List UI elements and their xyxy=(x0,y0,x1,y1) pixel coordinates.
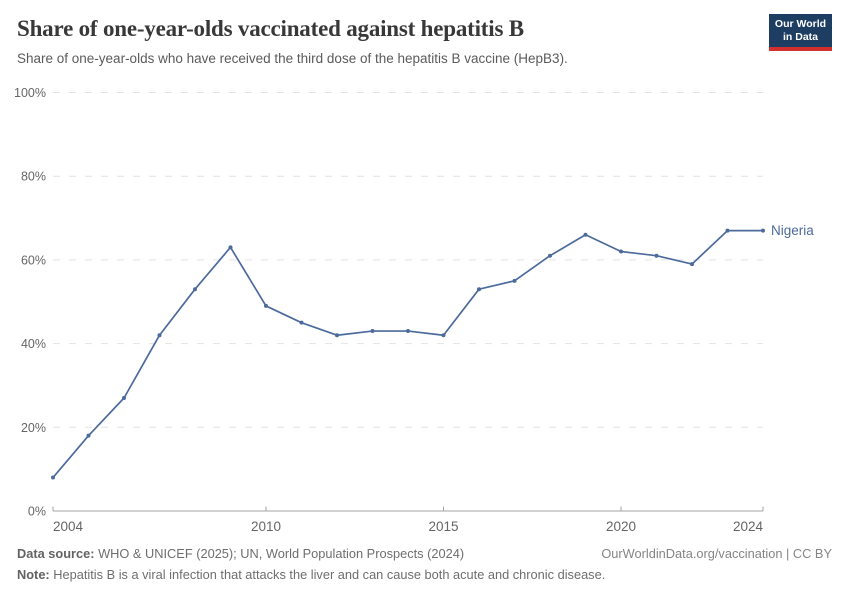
y-tick-label: 20% xyxy=(20,420,46,435)
data-point xyxy=(513,279,517,283)
y-tick-label: 60% xyxy=(20,253,46,268)
data-point xyxy=(335,333,339,337)
note-text: Hepatitis B is a viral infection that attacks the liver and can cause both acute and chronic disease. xyxy=(49,567,606,582)
x-tick-label: 2015 xyxy=(428,519,459,534)
data-source-text: WHO & UNICEF (2025); UN, World Population Prospects (2024) xyxy=(94,546,465,561)
x-tick-label: 2020 xyxy=(605,519,637,534)
data-point xyxy=(193,287,197,291)
data-point xyxy=(158,333,162,337)
data-point xyxy=(690,262,694,266)
citation-link[interactable]: OurWorldinData.org/vaccination | CC BY xyxy=(601,546,832,561)
data-point xyxy=(619,250,623,254)
owid-logo-line2: in Data xyxy=(782,30,818,43)
data-point xyxy=(122,396,126,400)
data-point xyxy=(300,321,304,325)
page-title: Share of one-year-olds vaccinated against hepatitis B xyxy=(17,16,524,41)
owid-logo[interactable] xyxy=(769,14,832,51)
data-point xyxy=(406,329,410,333)
data-source-label: Data source: xyxy=(17,546,95,561)
owid-logo-line1: Our World xyxy=(774,18,827,30)
data-point xyxy=(548,254,552,258)
y-tick-label: 100% xyxy=(14,86,46,100)
y-tick-label: 0% xyxy=(27,504,46,519)
trend-line xyxy=(53,231,763,478)
data-point xyxy=(371,329,375,333)
data-point xyxy=(726,229,730,233)
data-source-line xyxy=(17,543,605,564)
data-point xyxy=(442,333,446,337)
data-point xyxy=(655,254,659,258)
note-line xyxy=(17,564,605,585)
data-point xyxy=(761,229,765,233)
x-tick-label: 2010 xyxy=(250,519,282,534)
x-tick-label: 2004 xyxy=(53,519,84,534)
data-point xyxy=(229,245,233,249)
series-label[interactable]: Nigeria xyxy=(771,223,814,239)
data-point xyxy=(51,476,55,480)
chart-subtitle: Share of one-year-olds who have received the third dose of the hepatitis B vaccine (HepB3). xyxy=(17,51,568,66)
data-point xyxy=(87,434,91,438)
y-tick-label: 40% xyxy=(20,337,46,352)
y-tick-label: 80% xyxy=(20,169,46,184)
data-point xyxy=(584,233,588,237)
x-tick-label: 2024 xyxy=(732,519,763,534)
note-label: Note: xyxy=(17,567,50,582)
data-point xyxy=(264,304,268,308)
data-point xyxy=(477,287,481,291)
